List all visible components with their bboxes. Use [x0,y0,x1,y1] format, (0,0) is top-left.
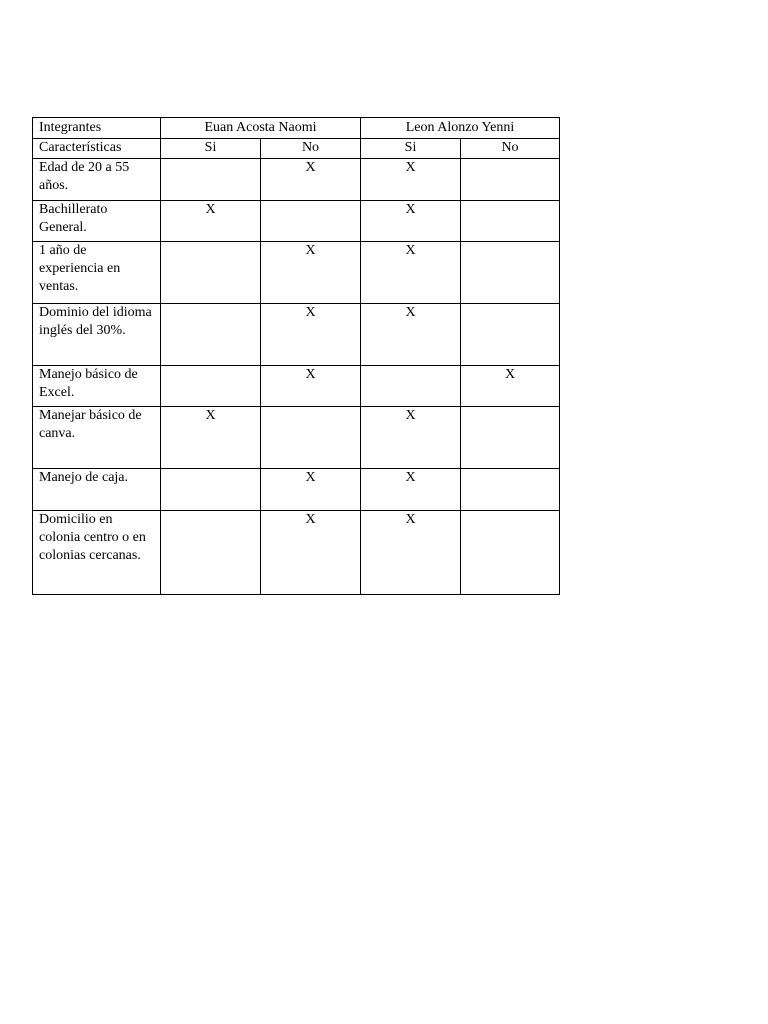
cell-person-1-si: X [161,407,261,469]
cell-person-2-si [361,366,461,407]
header-person-2: Leon Alonzo Yenni [361,118,560,139]
cell-person-2-si: X [361,469,461,511]
cell-person-2-si: X [361,304,461,366]
cell-person-1-no: X [261,511,361,595]
cell-person-1-si [161,242,261,304]
header-members-label: Integrantes [33,118,161,139]
header-person-1-no: No [261,139,361,159]
cell-person-2-si: X [361,201,461,242]
row-characteristic: Manejo de caja. [33,469,161,511]
cell-person-1-si [161,469,261,511]
cell-person-1-si: X [161,201,261,242]
cell-person-1-no: X [261,242,361,304]
table-row [33,201,560,242]
table-row [33,469,560,511]
cell-person-1-si [161,511,261,595]
cell-person-2-si: X [361,242,461,304]
cell-person-2-no [461,159,560,201]
header-person-1-si: Si [161,139,261,159]
cell-person-1-no: X [261,304,361,366]
header-row-members [33,118,560,139]
row-characteristic: 1 año de experiencia en ventas. [33,242,161,304]
header-person-2-no: No [461,139,560,159]
table-row [33,511,560,595]
table-row [33,242,560,304]
table-row [33,407,560,469]
table-row [33,366,560,407]
cell-person-1-no [261,407,361,469]
cell-person-1-si [161,304,261,366]
row-characteristic: Edad de 20 a 55 años. [33,159,161,201]
cell-person-2-si: X [361,511,461,595]
row-characteristic: Bachillerato General. [33,201,161,242]
cell-person-2-no: X [461,366,560,407]
cell-person-1-si [161,366,261,407]
row-characteristic: Domicilio en colonia centro o en colonias cercanas. [33,511,161,595]
header-person-1: Euan Acosta Naomi [161,118,361,139]
cell-person-1-no [261,201,361,242]
header-person-2-si: Si [361,139,461,159]
cell-person-2-no [461,469,560,511]
row-characteristic: Dominio del idioma inglés del 30%. [33,304,161,366]
header-row-characteristics [33,139,560,159]
cell-person-2-no [461,242,560,304]
cell-person-2-si: X [361,407,461,469]
cell-person-1-no: X [261,366,361,407]
cell-person-2-no [461,511,560,595]
cell-person-2-no [461,407,560,469]
cell-person-2-no [461,201,560,242]
table-row [33,159,560,201]
characteristics-table [32,117,560,595]
header-characteristics-label: Características [33,139,161,159]
table-row [33,304,560,366]
row-characteristic: Manejo básico de Excel. [33,366,161,407]
cell-person-2-si: X [361,159,461,201]
row-characteristic: Manejar básico de canva. [33,407,161,469]
cell-person-2-no [461,304,560,366]
cell-person-1-no: X [261,469,361,511]
cell-person-1-no: X [261,159,361,201]
cell-person-1-si [161,159,261,201]
